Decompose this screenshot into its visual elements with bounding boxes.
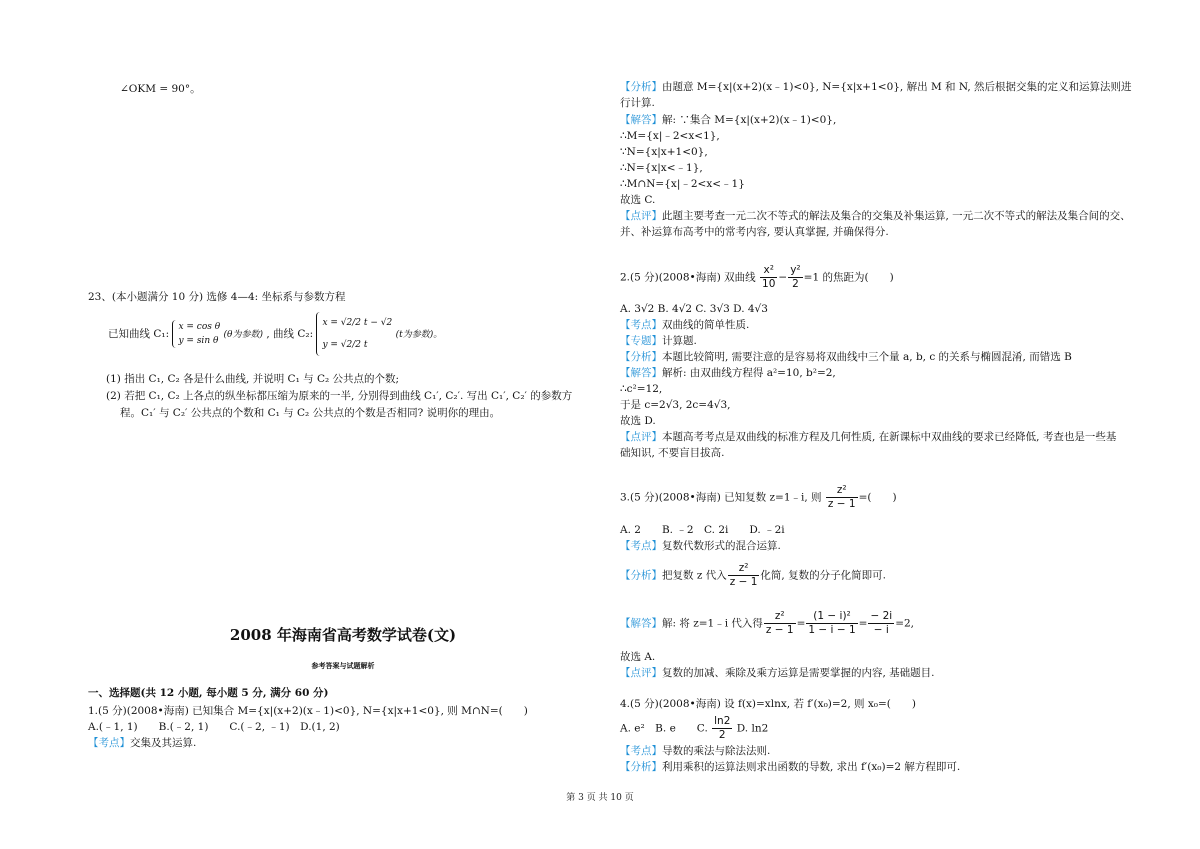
exam-title: 2008 年海南省高考数学试卷(文)	[229, 626, 457, 644]
c2-param: (t为参数)。	[395, 330, 443, 340]
jieda-tag: 【解答】	[620, 617, 662, 630]
right-column	[620, 80, 1165, 780]
exam-subtitle: 参考答案与试题解析	[311, 661, 375, 670]
q4-kaodian	[620, 744, 1165, 760]
q3-jieda-2: 故选 A.	[620, 651, 656, 663]
q3-jd-frac1	[764, 610, 796, 637]
q23-given-prefix: 已知曲线 C₁:	[108, 328, 173, 340]
q2-zhuanti-text: 计算题.	[662, 335, 697, 347]
q1-jieda-3: ∵N={x|x+1<0},	[620, 146, 708, 158]
q4-fenxi	[620, 760, 1165, 776]
q3-jieda: 【解答】解: 将 z=1﹣i 代入得 $\frac{\text{z²}}{z - 1}$ = $\frac{\text{(1 − i)²}}{1 - i - 1}$ = $\frac{- 2i}{- i}$ =2,	[620, 610, 915, 636]
q4-fenxi-text: 利用乘积的运算法则求出函数的导数, 求出 f′(x₀)=2 解方程即可.	[662, 761, 961, 773]
c2-system	[316, 312, 392, 356]
fenxi-tag: 【分析】	[620, 81, 662, 93]
q2-kaodian-text: 双曲线的简单性质.	[662, 319, 750, 331]
q1-jieda-2: ∴M={x|﹣2<x<1},	[620, 130, 720, 142]
q2-jieda-text: 解析: 由双曲线方程得 a²=10, b²=2,	[662, 367, 836, 379]
q1-kaodian-text: 交集及其运算.	[130, 737, 197, 749]
q2-jieda-4: 故选 D.	[620, 415, 656, 427]
q3-jd-n1: z²	[764, 610, 796, 624]
c1-param: (θ为参数)	[223, 330, 263, 340]
q4-options	[620, 715, 1165, 742]
q2-dianping	[620, 430, 1165, 446]
q4-stem: 4.(5 分)(2008•海南) 设 f(x)=xlnx, 若 f′(x₀)=2, 则 x₀=( )	[620, 698, 916, 710]
q3-jd-d3: − i	[873, 624, 889, 636]
q1-kaodian	[88, 736, 598, 752]
c2-mid: , 曲线 C₂:	[266, 328, 317, 340]
q4-num: ln2	[714, 715, 731, 727]
q3-fx-den: z − 1	[729, 576, 758, 588]
q3-jd-frac3	[868, 610, 894, 637]
dianping-tag: 【点评】	[620, 431, 662, 443]
fenxi-tag: 【分析】	[620, 569, 662, 582]
q3-kaodian	[620, 539, 1165, 555]
q1-stem: 1.(5 分)(2008•海南) 已知集合 M={x|(x+2)(x﹣1)<0}, N={x|x+1<0}, 则 M∩N=( )	[88, 705, 528, 717]
kaodian-tag: 【考点】	[88, 737, 130, 749]
q3-jieda-b: =2,	[895, 617, 915, 630]
q23-head: 23、(本小题满分 10 分) 选修 4—4: 坐标系与参数方程	[88, 291, 346, 303]
q4-frac	[712, 715, 732, 742]
q3-jd-d1: z − 1	[765, 624, 794, 636]
c2-line2: y = √2/2 t	[322, 340, 368, 350]
zhuanti-tag: 【专题】	[620, 335, 662, 347]
dianping-tag: 【点评】	[620, 210, 662, 222]
q2-jieda-3: 于是 c=2√3, 2c=4√3,	[620, 399, 731, 411]
q3-fenxi-a: 把复数 z 代入	[662, 569, 727, 582]
q3-jieda-a: 解: 将 z=1﹣i 代入得	[662, 617, 763, 630]
q3-fenxi-frac	[728, 562, 760, 589]
q3-jd-n2: (1 − i)²	[806, 610, 857, 624]
jieda-tag: 【解答】	[620, 114, 662, 126]
q2-den1: 10	[762, 278, 776, 290]
q2-num2: y²	[790, 264, 801, 276]
q1-jieda-1: 解: ∵集合 M={x|(x+2)(x﹣1)<0},	[662, 114, 837, 126]
c1-line2: y = sin θ	[178, 336, 219, 346]
q2-den2: 2	[792, 278, 799, 290]
q3-jd-n3: − 2i	[870, 610, 893, 622]
kaodian-tag: 【考点】	[620, 319, 662, 331]
q3-options: A. 2 B. ﹣2 C. 2i D. ﹣2i	[620, 524, 785, 536]
kaodian-tag: 【考点】	[620, 540, 662, 552]
q1-fenxi-b: 行计算.	[620, 97, 655, 109]
q3-stem	[620, 484, 1165, 511]
q4-den: 2	[718, 729, 726, 741]
q3-dianping	[620, 666, 1165, 682]
q2-kaodian	[620, 318, 1165, 334]
q3-fx-num: z²	[728, 562, 760, 576]
q2-fenxi	[620, 350, 1165, 366]
fenxi-tag: 【分析】	[620, 761, 662, 773]
q2-stem-b: =1 的焦距为( )	[803, 271, 894, 284]
q2-stem	[620, 264, 1165, 291]
q1-fenxi-a: 由题意 M={x|(x+2)(x﹣1)<0}, N={x|x+1<0}, 解出 M 和 N, 然后根据交集的定义和运算法则进	[662, 81, 1132, 93]
q2-zhuanti	[620, 334, 1165, 350]
q2-dianping-b: 础知识, 不要盲目拔高.	[620, 447, 725, 459]
dianping-tag: 【点评】	[620, 667, 662, 679]
q2-num1: x²	[760, 264, 777, 278]
left-column	[88, 80, 598, 760]
c1-line1: x = cos θ	[178, 322, 221, 332]
q2-stem-a: 2.(5 分)(2008•海南) 双曲线	[620, 271, 756, 284]
page-footer: 第 3 页 共 10 页	[566, 793, 634, 803]
kaodian-tag: 【考点】	[620, 745, 662, 757]
q2-fenxi-text: 本题比较简明, 需要注意的是容易将双曲线中三个量 a, b, c 的关系与椭圆混淆, 而错选 B	[662, 351, 1072, 363]
q23-sub2b: 程。C₁′ 与 C₂′ 公共点的个数和 C₁ 与 C₂ 公共点的个数是否相同? 说明你的理由。	[120, 407, 501, 419]
jieda-tag: 【解答】	[620, 367, 662, 379]
q1-jieda-6: 故选 C.	[620, 194, 656, 206]
q1-jieda	[620, 113, 1165, 129]
section-heading: 一、选择题(共 12 小题, 每小题 5 分, 满分 60 分)	[88, 687, 329, 699]
q3-num: z²	[826, 484, 858, 498]
q3-jd-frac2	[806, 610, 857, 637]
q1-dianping-a: 此题主要考查一元二次不等式的解法及集合的交集及补集运算, 一元二次不等式的解法及集合间的交、	[662, 210, 1131, 222]
q2-dianping-a: 本题高考考点是双曲线的标准方程及几何性质, 在新课标中双曲线的要求已经降低, 考查也是一些基	[662, 431, 1117, 443]
q3-den: z − 1	[827, 498, 856, 510]
fenxi-tag: 【分析】	[620, 351, 662, 363]
q23-sub1: (1) 指出 C₁, C₂ 各是什么曲线, 并说明 C₁ 与 C₂ 公共点的个数;	[106, 373, 400, 385]
q3-stem-b: =( )	[858, 491, 897, 504]
q2-frac-x	[760, 264, 777, 291]
q23-sub2a: (2) 若把 C₁, C₂ 上各点的纵坐标都压缩为原来的一半, 分别得到曲线 C₁′, C₂′. 写出 C₁′, C₂′ 的参数方	[106, 390, 573, 402]
q1-jieda-5: ∴M∩N={x|﹣2<x<﹣1}	[620, 178, 745, 190]
q3-stem-a: 3.(5 分)(2008•海南) 已知复数 z=1﹣i, 则	[620, 491, 822, 504]
q1-dianping	[620, 209, 1165, 225]
q3-jd-d2: 1 − i − 1	[808, 624, 856, 636]
q3-frac	[826, 484, 858, 511]
q1-dianping-b: 并、补运算布高考中的常考内容, 要认真掌握, 并确保得分.	[620, 226, 889, 238]
q3-fenxi	[620, 562, 1165, 589]
q3-kaodian-text: 复数代数形式的混合运算.	[662, 540, 781, 552]
q4-kaodian-text: 导数的乘法与除法法则.	[662, 745, 771, 757]
q2-frac-y	[788, 264, 802, 291]
okm-line: ∠OKM = 90°。	[120, 83, 201, 95]
q2-options: A. 3√2 B. 4√2 C. 3√3 D. 4√3	[620, 303, 768, 315]
q2-jieda-2: ∴c²=12,	[620, 383, 663, 395]
c1-system	[172, 320, 220, 348]
q1-options: A.(﹣1, 1) B.(﹣2, 1) C.(﹣2, ﹣1) D.(1, 2)	[88, 721, 340, 733]
q2-minus: −	[778, 271, 788, 284]
q4-opt-d: D. ln2	[736, 722, 769, 735]
q2-jieda	[620, 366, 1165, 382]
q1-fenxi	[620, 80, 1165, 96]
q3-fenxi-b: 化简, 复数的分子化简即可.	[760, 569, 886, 582]
q4-opt-a: A. e² B. e C.	[620, 722, 708, 735]
q3-dianping-text: 复数的加减、乘除及乘方运算是需要掌握的内容, 基础题目.	[662, 667, 935, 679]
q1-jieda-4: ∴N={x|x<﹣1},	[620, 162, 703, 174]
q23-given	[108, 312, 598, 364]
c2-line1: x = √2/2 t − √2	[322, 318, 393, 328]
